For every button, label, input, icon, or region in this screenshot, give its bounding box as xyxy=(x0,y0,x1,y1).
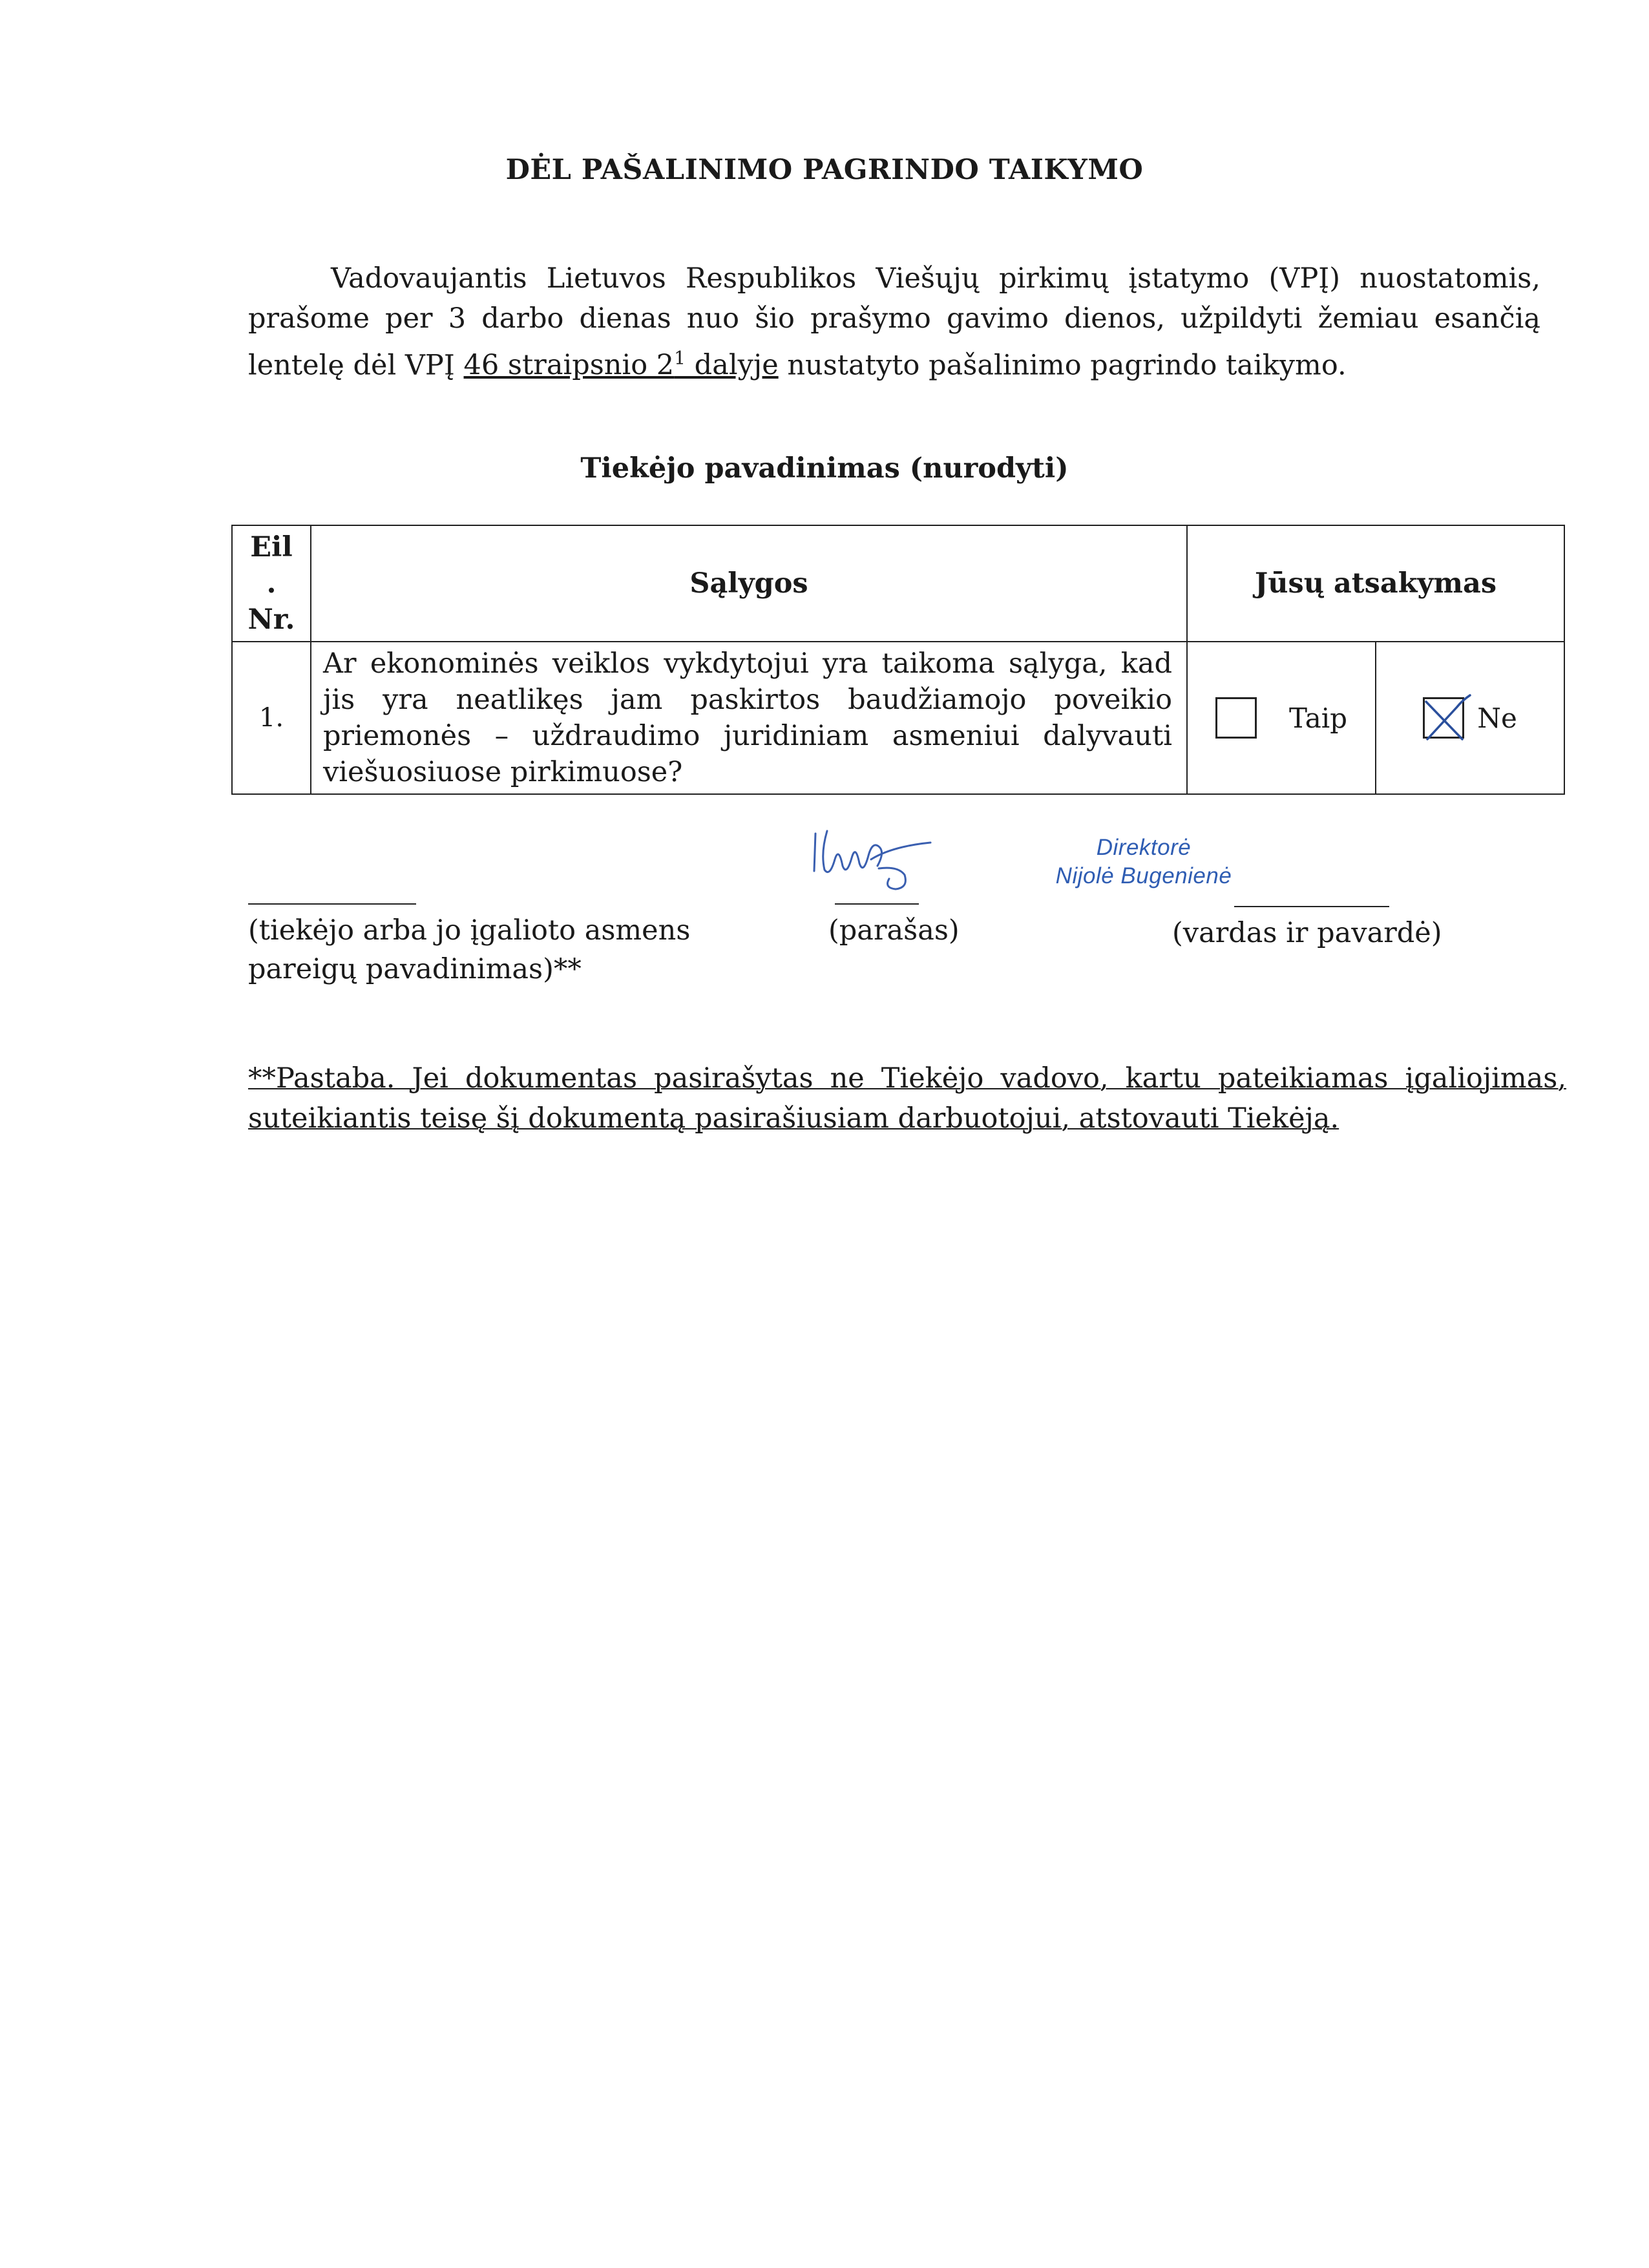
row-question: Ar ekonominės veiklos vykdytojui yra taikoma sąlyga, kad jis yra neatlikęs jam paskirtos baudžiamojo poveikio priemonės – uždraudimo juridiniam asmeniui dalyvauti viešuosiuose pirkimuose? xyxy=(311,642,1187,794)
stamp-title: Direktorė xyxy=(1096,835,1192,860)
law-article-text: 46 straipsnio 2 xyxy=(463,349,675,382)
stamp-name: Nijolė Bugenienė xyxy=(1055,863,1232,888)
yes-checkbox[interactable] xyxy=(1215,697,1257,739)
header-nr-line1: Eil xyxy=(250,531,293,563)
name-blank-line xyxy=(1234,906,1389,907)
supplier-heading: Tiekėjo pavadinimas (nurodyti) xyxy=(580,452,1069,485)
law-article-tail: dalyje xyxy=(686,349,779,382)
header-nr-line3: Nr. xyxy=(247,604,295,636)
position-caption-line1: (tiekėjo arba jo įgalioto asmens xyxy=(248,914,691,947)
no-checkbox[interactable] xyxy=(1423,697,1464,739)
position-caption-line2: pareigų pavadinimas)** xyxy=(248,953,582,985)
document-title: DĖL PAŠALINIMO PAGRINDO TAIKYMO xyxy=(505,154,1144,186)
header-answer: Jūsų atsakymas xyxy=(1187,525,1564,642)
intro-paragraph xyxy=(248,258,1540,385)
table-header-row xyxy=(232,525,1564,642)
header-number-cell xyxy=(232,525,311,642)
law-article-superscript: 1 xyxy=(674,348,686,369)
header-conditions: Sąlygos xyxy=(311,525,1187,642)
footnote: **Pastaba. Jei dokumentas pasirašytas ne Tiekėjo vadovo, kartu pateikiamas įgaliojimas, suteikiantis teisę šį dokumentą pasirašiusiam darbuotojui, atstovauti Tiekėją. xyxy=(248,1062,1566,1135)
position-blank-line xyxy=(248,903,416,905)
table-row xyxy=(232,642,1564,794)
intro-text-end: nustatyto pašalinimo pagrindo taikymo. xyxy=(778,349,1347,382)
answer-yes-cell xyxy=(1187,642,1376,794)
header-nr-line2: . xyxy=(266,567,277,600)
signer-stamp xyxy=(1047,834,1241,890)
intro-text-start: Vadovaujantis Lietuvos Respublikos Viešųjų pirkimų įstatymo (VPĮ) nuostatomis, prašome per 3 darbo dienas nuo šio prašymo gavimo dienos, užpildyti žemiau esančią lentelę dėl VPĮ xyxy=(248,262,1540,382)
name-caption: (vardas ir pavardė) xyxy=(1172,917,1442,949)
checked-cross-icon xyxy=(1422,690,1480,748)
signature-caption: (parašas) xyxy=(828,914,960,947)
no-label: Ne xyxy=(1477,702,1517,734)
row-number: 1. xyxy=(232,642,311,794)
yes-label: Taip xyxy=(1288,702,1348,734)
conditions-table xyxy=(231,525,1565,795)
handwritten-signature xyxy=(801,821,982,905)
position-caption xyxy=(248,911,690,989)
answer-no-cell xyxy=(1376,642,1564,794)
law-article-reference xyxy=(464,349,779,381)
